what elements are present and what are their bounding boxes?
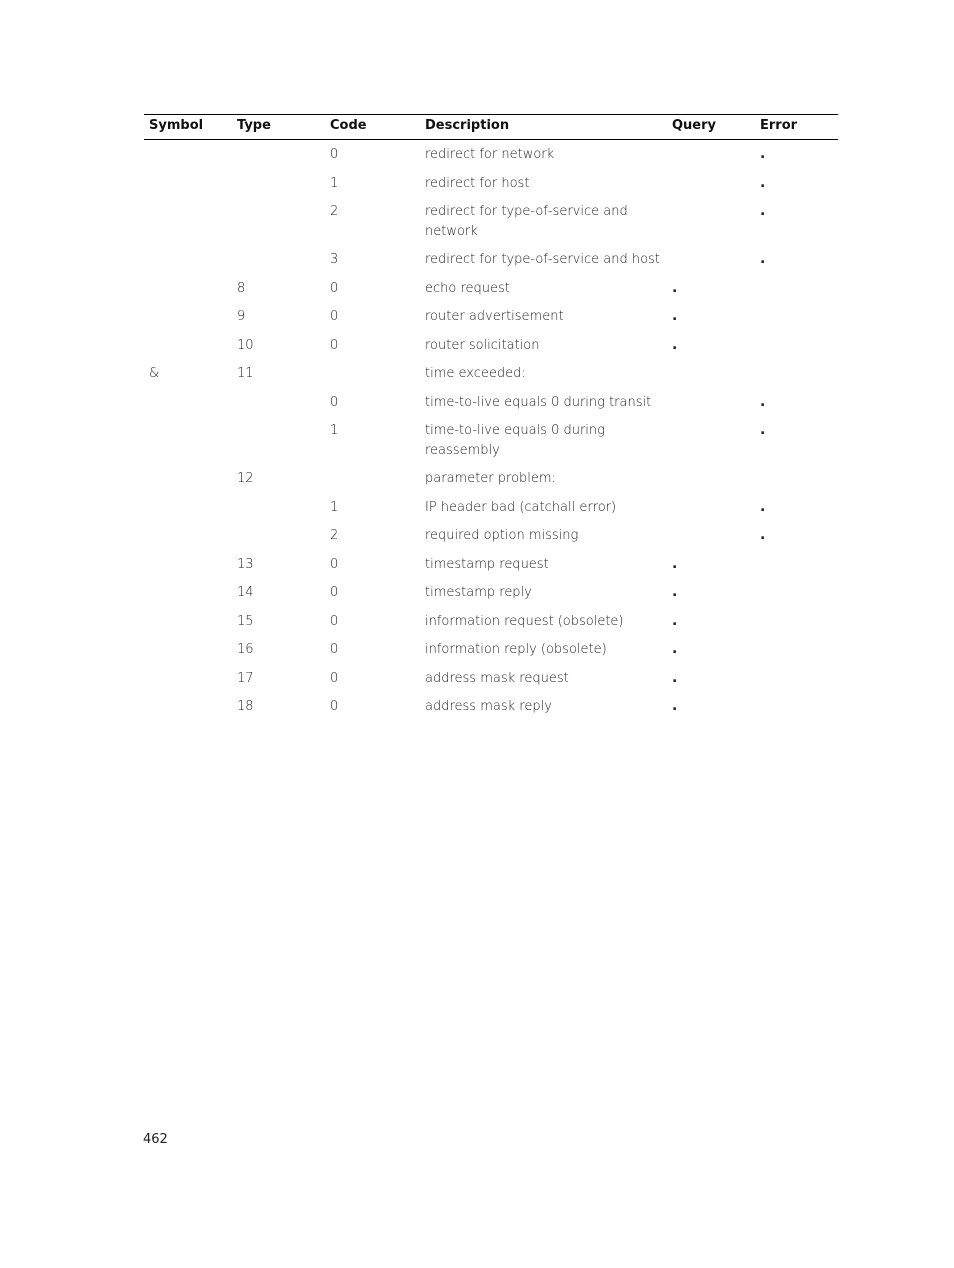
cell-symbol	[144, 464, 232, 493]
table-row	[144, 245, 838, 274]
cell-query: .	[672, 279, 678, 296]
cell-type: 11	[237, 366, 254, 381]
cell-description: address mask request	[425, 670, 569, 686]
cell-symbol	[144, 578, 232, 607]
header-query: Query	[672, 118, 717, 133]
cell-query	[667, 245, 755, 274]
cell-type	[232, 388, 325, 417]
icmp-message-table	[144, 114, 838, 721]
cell-description: router solicitation	[425, 337, 540, 353]
cell-error: .	[760, 422, 766, 438]
header-error: Error	[760, 118, 798, 133]
cell-code: 3	[330, 252, 339, 267]
cell-description: timestamp reply	[425, 585, 532, 600]
cell-error: .	[760, 203, 766, 219]
cell-error	[755, 274, 838, 303]
cell-error	[755, 578, 838, 607]
cell-error	[755, 607, 838, 636]
cell-error	[755, 464, 838, 493]
cell-description: information request (obsolete)	[425, 613, 624, 629]
cell-code: 1	[330, 499, 339, 515]
table-row	[144, 607, 838, 636]
cell-symbol	[144, 664, 232, 693]
header-type: Type	[237, 118, 271, 133]
cell-type: 12	[237, 471, 254, 486]
table-row	[144, 274, 838, 303]
cell-description: echo request	[425, 280, 510, 296]
cell-description: redirect for type-of-service and host	[425, 252, 660, 267]
cell-error	[755, 692, 838, 721]
cell-error: .	[760, 174, 766, 191]
cell-query: .	[672, 308, 678, 324]
page-number: 462	[143, 1132, 168, 1147]
cell-query	[667, 464, 755, 493]
cell-code: 0	[330, 394, 339, 410]
cell-symbol	[144, 245, 232, 274]
table-row	[144, 692, 838, 721]
cell-type	[232, 245, 325, 274]
cell-symbol	[144, 274, 232, 303]
cell-description: router advertisement	[425, 309, 564, 324]
cell-query: .	[672, 336, 678, 353]
table-row	[144, 388, 838, 417]
cell-code: 0	[330, 280, 339, 296]
cell-query	[667, 388, 755, 417]
cell-type: 8	[237, 280, 246, 296]
cell-query	[667, 359, 755, 388]
cell-code	[325, 359, 420, 388]
cell-error	[755, 331, 838, 360]
cell-symbol	[144, 331, 232, 360]
cell-type	[232, 521, 325, 550]
cell-code: 0	[330, 585, 339, 600]
cell-query: .	[672, 555, 678, 572]
table-row	[144, 169, 838, 198]
cell-type	[232, 493, 325, 522]
cell-code: 0	[330, 613, 339, 629]
cell-symbol	[144, 197, 232, 245]
cell-code: 0	[330, 147, 339, 162]
table-row	[144, 550, 838, 579]
cell-error	[755, 302, 838, 331]
cell-symbol	[144, 635, 232, 664]
cell-code: 0	[330, 337, 339, 353]
cell-error	[755, 550, 838, 579]
cell-symbol	[144, 550, 232, 579]
header-code: Code	[330, 118, 367, 133]
cell-code: 2	[330, 528, 339, 543]
table-row	[144, 140, 838, 169]
table-row	[144, 416, 838, 464]
cell-query	[667, 140, 755, 169]
cell-description: redirect for network	[425, 147, 555, 162]
cell-description: time-to-live equals 0 during reassembly	[425, 423, 605, 458]
cell-query	[667, 521, 755, 550]
cell-symbol	[144, 493, 232, 522]
cell-error: .	[760, 393, 766, 410]
cell-type: 10	[237, 337, 254, 353]
cell-type	[232, 169, 325, 198]
cell-query	[667, 493, 755, 522]
cell-type: 15	[237, 613, 254, 629]
table-row	[144, 521, 838, 550]
cell-query: .	[672, 698, 678, 714]
cell-type: 18	[237, 699, 254, 714]
cell-error	[755, 664, 838, 693]
cell-query: .	[672, 669, 678, 686]
cell-symbol	[144, 140, 232, 169]
cell-description: timestamp request	[425, 556, 549, 572]
header-symbol: Symbol	[149, 118, 204, 133]
cell-symbol	[144, 302, 232, 331]
cell-type: 16	[237, 642, 254, 657]
cell-code: 0	[330, 699, 339, 714]
table-row	[144, 664, 838, 693]
cell-symbol	[144, 169, 232, 198]
cell-error: .	[760, 527, 766, 543]
cell-query: .	[672, 612, 678, 629]
cell-query	[667, 169, 755, 198]
cell-type: 9	[237, 309, 246, 324]
cell-symbol: &	[149, 366, 160, 381]
cell-type	[232, 140, 325, 169]
cell-code: 1	[330, 423, 339, 438]
cell-code: 0	[330, 642, 339, 657]
cell-error	[755, 359, 838, 388]
table-body	[144, 140, 838, 721]
cell-query	[667, 197, 755, 245]
table-header	[144, 115, 838, 140]
table-row	[144, 578, 838, 607]
table-row	[144, 464, 838, 493]
table-row	[144, 493, 838, 522]
cell-code	[325, 464, 420, 493]
header-row	[144, 115, 838, 140]
cell-type: 13	[237, 556, 254, 572]
cell-description: redirect for type-of-service and network	[425, 204, 628, 239]
cell-description: redirect for host	[425, 175, 530, 191]
cell-description: address mask reply	[425, 699, 552, 714]
cell-code: 0	[330, 670, 339, 686]
cell-description: time exceeded:	[425, 366, 526, 381]
table-row	[144, 302, 838, 331]
cell-type	[232, 197, 325, 245]
table-row	[144, 197, 838, 245]
cell-query: .	[672, 641, 678, 657]
table-row	[144, 331, 838, 360]
cell-type: 17	[237, 670, 254, 686]
cell-description: IP header bad (catchall error)	[425, 499, 617, 515]
table-row	[144, 635, 838, 664]
cell-description: time-to-live equals 0 during transit	[425, 394, 652, 410]
cell-symbol	[144, 521, 232, 550]
cell-type	[232, 416, 325, 464]
table-row	[144, 359, 838, 388]
cell-symbol	[144, 607, 232, 636]
cell-description: required option missing	[425, 528, 579, 543]
cell-code: 2	[330, 204, 339, 219]
cell-error	[755, 635, 838, 664]
cell-type: 14	[237, 585, 254, 600]
cell-error: .	[760, 146, 766, 162]
cell-error: .	[760, 251, 766, 267]
cell-query	[667, 416, 755, 464]
cell-query: .	[672, 584, 678, 600]
cell-code: 1	[330, 175, 339, 191]
cell-symbol	[144, 692, 232, 721]
header-description: Description	[425, 118, 510, 133]
cell-symbol	[144, 388, 232, 417]
cell-description: information reply (obsolete)	[425, 642, 607, 657]
cell-code: 0	[330, 556, 339, 572]
cell-description: parameter problem:	[425, 471, 556, 486]
cell-error: .	[760, 498, 766, 515]
cell-code: 0	[330, 309, 339, 324]
cell-symbol	[144, 416, 232, 464]
